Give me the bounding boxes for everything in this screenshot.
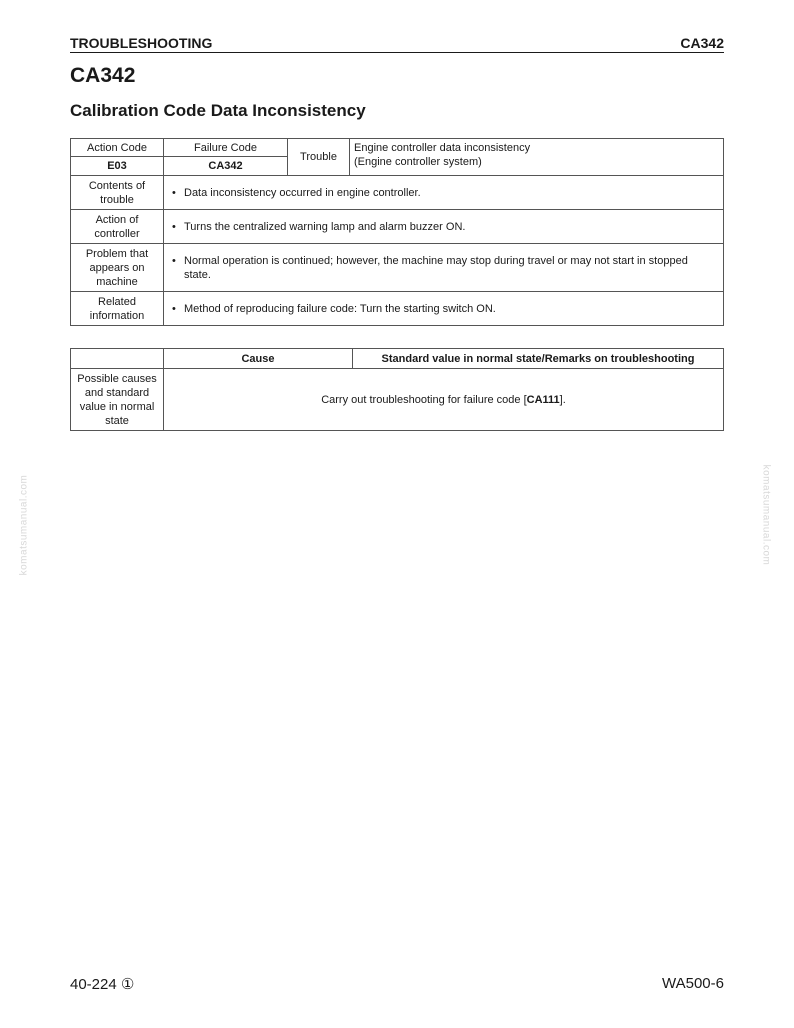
row-text: Turns the centralized warning lamp and alarm buzzer ON. — [184, 220, 466, 233]
action-code-label: Action Code — [71, 139, 164, 157]
reference-code: CA111 — [526, 393, 560, 406]
row-label: Problem that appears on machine — [71, 244, 164, 292]
row-text: Normal operation is continued; however, the machine may stop during travel or may not start in stopped state. — [184, 254, 688, 281]
trouble-description — [350, 139, 724, 176]
trouble-label: Trouble — [288, 139, 350, 176]
action-code-value: E03 — [71, 157, 164, 176]
possible-causes-label: Possible causes and standard value in normal state — [71, 369, 164, 431]
row-text: Method of reproducing failure code: Turn the starting switch ON. — [184, 302, 496, 315]
watermark-left: komatsumanual.com — [18, 474, 30, 576]
cause-table — [70, 348, 724, 431]
row-label: Contents of trouble — [71, 176, 164, 210]
page-subtitle: Calibration Code Data Inconsistency — [70, 101, 366, 120]
table-row: Problem that appears on machine • Normal operation is continued; however, the machine may stop during travel or may not start in stopped state. — [71, 244, 724, 292]
cause-header: Cause — [164, 349, 353, 369]
table-row: Contents of trouble • Data inconsistency occurred in engine controller. — [71, 176, 724, 210]
trouble-line-1: Engine controller data inconsistency — [354, 142, 531, 154]
watermark-right: komatsumanual.com — [760, 464, 772, 566]
trouble-line-2: (Engine controller system) — [354, 156, 482, 168]
header-code: CA342 — [680, 35, 724, 51]
table-row: Related information • Method of reproducing failure code: Turn the starting switch ON. — [71, 292, 724, 326]
failure-info-table — [70, 138, 724, 326]
page-header — [70, 33, 724, 53]
table-row: Action of controller • Turns the centralized warning lamp and alarm buzzer ON. — [71, 210, 724, 244]
row-text: Data inconsistency occurred in engine controller. — [184, 186, 421, 199]
troubleshooting-instruction: Carry out troubleshooting for failure code [CA111]. — [164, 369, 724, 431]
header-section: TROUBLESHOOTING — [70, 35, 213, 51]
row-label: Action of controller — [71, 210, 164, 244]
page-title: CA342 — [70, 64, 136, 87]
row-label: Related information — [71, 292, 164, 326]
page-number: 40-224 ① — [70, 976, 135, 993]
failure-code-label: Failure Code — [164, 139, 288, 157]
standard-value-header: Standard value in normal state/Remarks on troubleshooting — [353, 349, 724, 369]
cause-corner-cell — [71, 349, 164, 369]
failure-code-value: CA342 — [164, 157, 288, 176]
model-number: WA500-6 — [662, 975, 724, 992]
